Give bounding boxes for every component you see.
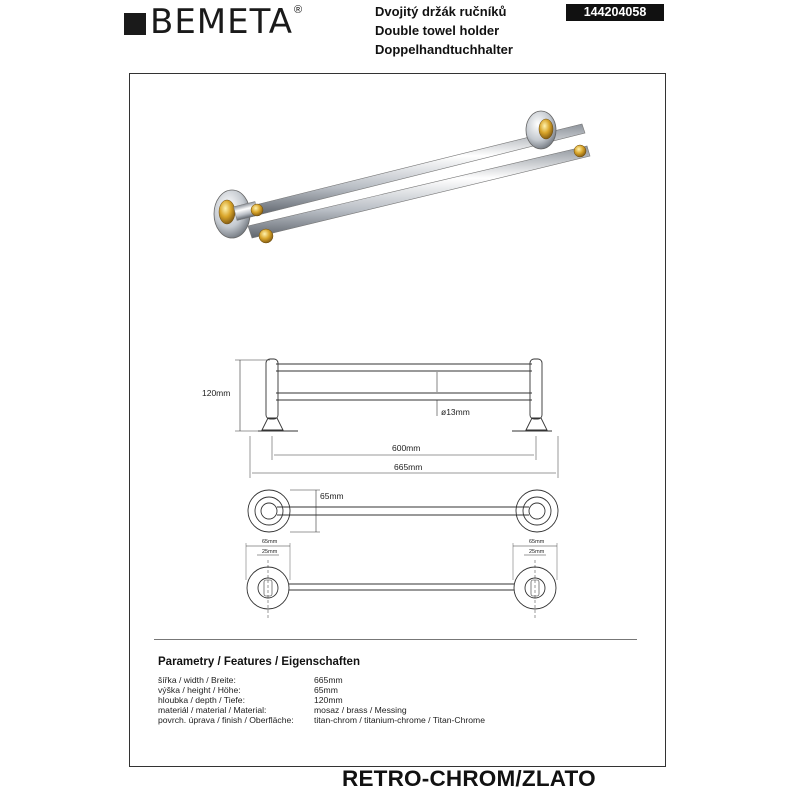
- product-name-de: Doppelhandtuchhalter: [375, 42, 513, 57]
- dim-depth-label: 65mm: [320, 491, 344, 501]
- product-name-en: Double towel holder: [375, 23, 500, 38]
- right-gold-ring: [539, 119, 553, 139]
- dim-total-length-label: 665mm: [394, 462, 423, 472]
- param-row: [158, 695, 485, 705]
- dim-height-label: 120mm: [202, 388, 231, 398]
- left-lower-knob: [259, 229, 273, 243]
- finish-name: RETRO-CHROM/ZLATO: [342, 766, 596, 791]
- base-inner-left-label: 25mm: [262, 549, 278, 555]
- param-label: hloubka / depth / Tiefe:: [158, 695, 245, 705]
- dim-inner-length-label: 600mm: [392, 443, 421, 453]
- right-lower-knob: [574, 145, 586, 157]
- base-outer-left-label: 65mm: [262, 539, 278, 545]
- param-label: výška / height / Höhe:: [158, 685, 241, 695]
- param-value: 665mm: [314, 675, 343, 685]
- left-gold-ring: [219, 200, 235, 224]
- param-row: [158, 675, 485, 685]
- base-inner-right-label: 25mm: [529, 549, 545, 555]
- param-value: titan-chrom / titanium-chrome / Titan-Chrome: [314, 715, 485, 725]
- dim-diameter-label: ø13mm: [441, 407, 470, 417]
- param-row: [158, 685, 485, 695]
- parameters-title: Parametry / Features / Eigenschaften: [158, 656, 360, 668]
- lower-bar: [248, 146, 590, 238]
- top-view: [248, 490, 558, 532]
- param-label: materiál / material / Material:: [158, 705, 267, 715]
- param-value: mosaz / brass / Messing: [314, 705, 407, 715]
- product-name-cz: Dvojitý držák ručníků: [375, 4, 507, 19]
- param-value: 120mm: [314, 695, 343, 705]
- param-label: šířka / width / Breite:: [158, 675, 236, 685]
- base-outer-right-label: 65mm: [529, 539, 545, 545]
- front-view: [235, 359, 558, 478]
- mounting-view: [246, 543, 557, 620]
- param-label: povrch. úprava / finish / Oberfläche:: [158, 715, 294, 725]
- param-row: [158, 705, 485, 715]
- registered-mark: ®: [294, 4, 303, 16]
- parameters-table: [158, 675, 485, 725]
- brand-name: BEMETA: [150, 2, 294, 42]
- product-photo: [214, 111, 590, 243]
- left-upper-knob: [251, 204, 263, 216]
- section-divider: [154, 639, 637, 640]
- product-code-badge: 144204058: [566, 4, 664, 21]
- param-value: 65mm: [314, 685, 338, 695]
- param-row: [158, 715, 485, 725]
